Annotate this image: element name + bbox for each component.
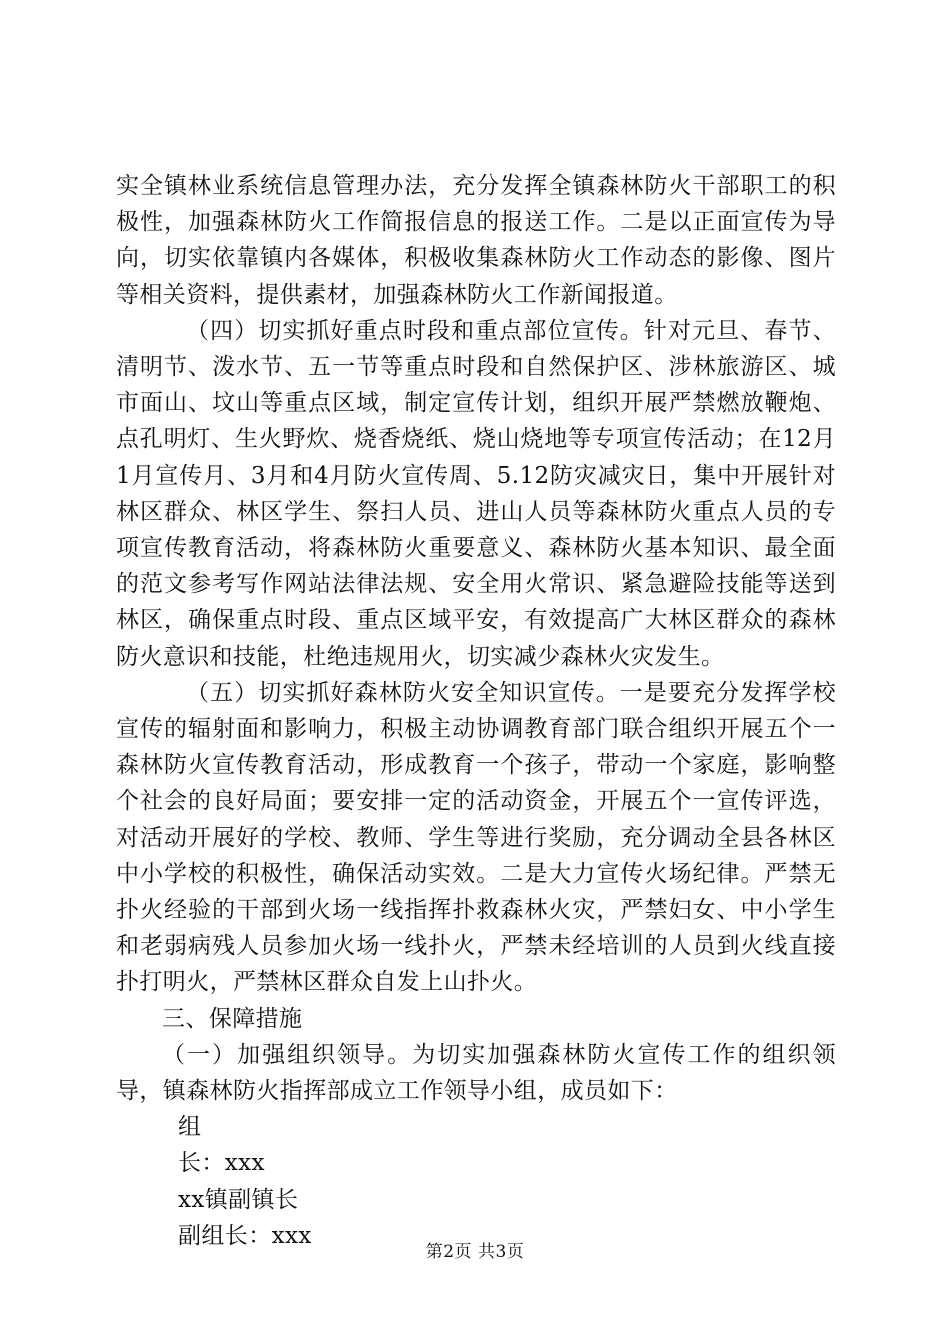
paragraph-section-five: （五）切实抓好森林防火安全知识宣传。一是要充分发挥学校宣传的辐射面和影响力，积极主动协调教育部门联合组织开展五个一森林防火宣传教育活动，形成教育一个孩子，带动一个家庭，影响整个社会的良好局面；要安排一定的活动资金，开展五个一宣传评选，对活动开展好的学校、教师、学生等进行奖励，充分调动全县各林区中小学校的积极性，确保活动实效。二是大力宣传火场纪律。严禁无扑火经验的干部到火场一线指挥扑救森林火灾，严禁妇女、中小学生和老弱病残人员参加火场一线扑火，严禁未经培训的人员到火线直接扑打明火，严禁林区群众自发上山扑火。 — [116, 679, 836, 996]
member-line-group: 组 — [178, 1114, 202, 1141]
heading-safeguard-measures: 三、保障措施 — [162, 1005, 303, 1032]
member-line-title: xx镇副镇长 — [178, 1186, 299, 1213]
page-number-footer: 第2页 共3页 — [425, 1242, 525, 1262]
paragraph-continuation: 实全镇林业系统信息管理办法，充分发挥全镇森林防火干部职工的积极性，加强森林防火工作简报信息的报送工作。二是以正面宣传为导向，切实依靠镇内各媒体，积极收集森林防火工作动态的影像、图片等相关资料，提供素材，加强森林防火工作新闻报道。 — [116, 173, 836, 308]
document-body — [116, 168, 836, 1254]
paragraph-organization-leadership: （一）加强组织领导。为切实加强森林防火宣传工作的组织领导，镇森林防火指挥部成立工作领导小组，成员如下： — [116, 1041, 836, 1105]
paragraph-section-four: （四）切实抓好重点时段和重点部位宣传。针对元旦、春节、清明节、泼水节、五一节等重点时段和自然保护区、涉林旅游区、城市面山、坟山等重点区域，制定宣传计划，组织开展严禁燃放鞭炮、点孔明灯、生火野炊、烧香烧纸、烧山烧地等专项宣传活动；在12月1月宣传月、3月和4月防火宣传周、5.12防灾减灾日，集中开展针对林区群众、林区学生、祭扫人员、进山人员等森林防火重点人员的专项宣传教育活动，将森林防火重要意义、森林防火基本知识、最全面的范文参考写作网站法律法规、安全用火常识、紧急避险技能等送到林区，确保重点时段、重点区域平安，有效提高广大林区群众的森林防火意识和技能，杜绝违规用火，切实减少森林火灾发生。 — [116, 317, 836, 670]
member-line-leader: 长：xxx — [178, 1150, 265, 1177]
member-line-deputy: 副组长：xxx — [178, 1222, 312, 1249]
